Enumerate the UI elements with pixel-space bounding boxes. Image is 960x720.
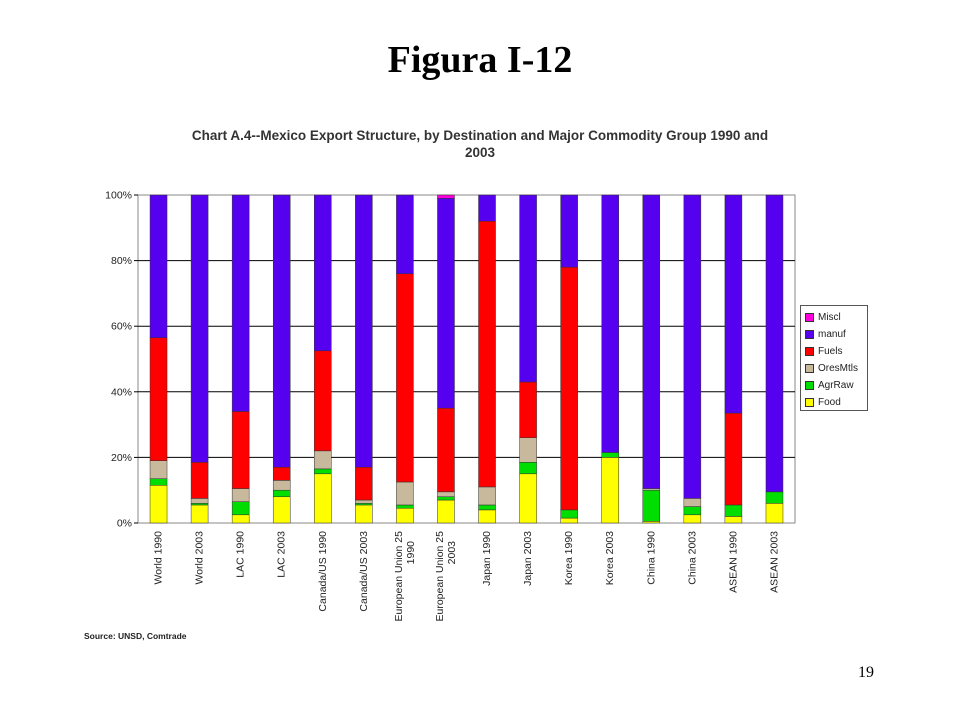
bar-segment-oresmtls: [232, 489, 249, 502]
x-tick-label-line: European Union 25: [392, 531, 405, 622]
bar-segment-food: [150, 485, 167, 523]
source-note: Source: UNSD, Comtrade: [84, 631, 187, 641]
x-tick-label: [768, 531, 780, 593]
bar-segment-fuels: [396, 274, 413, 482]
bar-segment-food: [355, 505, 372, 523]
x-tick-label: [317, 531, 329, 612]
x-tick-label-line: China 2003: [686, 531, 699, 585]
legend-label: AgrRaw: [818, 380, 854, 391]
x-tick-label-line: LAC 1990: [234, 531, 247, 578]
bar-segment-agrraw: [396, 505, 413, 508]
x-tick-label-line: Japan 2003: [522, 531, 535, 586]
bar-segment-manuf: [725, 195, 742, 413]
x-tick-label-line: China 1990: [645, 531, 658, 585]
x-tick-label: [434, 531, 458, 622]
bar-segment-agrraw: [520, 462, 537, 473]
legend-item-food: [805, 394, 867, 411]
legend-swatch: [805, 313, 814, 322]
bar-segment-food: [602, 457, 619, 523]
bar-segment-oresmtls: [396, 482, 413, 505]
x-tick-label-line: European Union 25: [433, 531, 446, 622]
slide-title: Figura I-12: [387, 39, 573, 81]
bar-segment-agrraw: [437, 497, 454, 500]
legend-label: Food: [818, 397, 841, 408]
bar-segment-fuels: [561, 267, 578, 510]
bar-segment-fuels: [725, 413, 742, 505]
page-number: 19: [858, 664, 874, 681]
bar-segment-food: [561, 518, 578, 523]
bar-segment-fuels: [191, 462, 208, 498]
legend-item-fuels: [805, 343, 867, 360]
x-tick-label-line: Korea 1990: [563, 531, 576, 586]
x-tick-label-line: World 2003: [193, 531, 206, 585]
bar-segment-manuf: [396, 195, 413, 274]
legend-swatch: [805, 330, 814, 339]
legend-swatch: [805, 364, 814, 373]
bar-segment-agrraw: [766, 492, 783, 503]
bar-segment-fuels: [232, 411, 249, 488]
x-tick-label-line: ASEAN 1990: [727, 531, 740, 593]
bar-segment-food: [273, 497, 290, 523]
x-tick-label: [604, 531, 616, 585]
bar-segment-manuf: [314, 195, 331, 351]
x-tick-label: [358, 531, 370, 612]
bar-segment-manuf: [766, 195, 783, 492]
x-tick-label-line: LAC 2003: [275, 531, 288, 578]
legend-swatch: [805, 381, 814, 390]
x-tick-label: [194, 531, 206, 585]
legend-label: manuf: [818, 329, 846, 340]
x-tick-label: [727, 531, 739, 593]
bar-segment-food: [479, 510, 496, 523]
bar-segment-agrraw: [725, 505, 742, 516]
bar-segment-fuels: [520, 382, 537, 438]
bar-segment-agrraw: [273, 490, 290, 497]
bar-segment-food: [437, 500, 454, 523]
bar-segment-fuels: [479, 221, 496, 487]
x-tick-label-line: World 1990: [152, 531, 165, 585]
bar-segment-oresmtls: [684, 498, 701, 506]
y-tick-label: 100%: [105, 189, 132, 202]
bar-segment-agrraw: [643, 490, 660, 521]
legend-item-manuf: [805, 326, 867, 343]
y-tick-label: 0%: [116, 517, 132, 530]
x-tick-label: [645, 531, 657, 585]
bar-segment-manuf: [232, 195, 249, 411]
bar-segment-manuf: [643, 195, 660, 489]
x-tick-label: [522, 531, 534, 586]
bar-segment-agrraw: [150, 479, 167, 486]
legend-item-oresmtls: [805, 360, 867, 377]
x-tick-label: [276, 531, 288, 578]
bar-segment-food: [191, 505, 208, 523]
y-tick-label: 60%: [110, 320, 132, 333]
bar-segment-manuf: [602, 195, 619, 452]
bar-segment-oresmtls: [150, 461, 167, 479]
x-tick-label-line: ASEAN 2003: [768, 531, 781, 593]
bar-segment-fuels: [314, 351, 331, 451]
x-tick-label-line: Canada/US 1990: [316, 531, 329, 612]
bar-segment-fuels: [150, 338, 167, 461]
x-tick-label-line: Canada/US 2003: [357, 531, 370, 612]
bar-segment-food: [725, 516, 742, 523]
legend-swatch: [805, 398, 814, 407]
chart-title-line-1: Chart A.4--Mexico Export Structure, by Destination and Major Commodity Group 1990 and: [191, 128, 769, 143]
bar-segment-manuf: [191, 195, 208, 462]
x-tick-label-line: Japan 1990: [481, 531, 494, 586]
bar-segment-oresmtls: [191, 498, 208, 503]
bar-segment-fuels: [437, 408, 454, 492]
bar-segment-agrraw: [602, 452, 619, 457]
chart-legend: [800, 305, 868, 411]
x-tick-label: [686, 531, 698, 585]
bar-segment-agrraw: [314, 469, 331, 474]
bar-segment-manuf: [520, 195, 537, 382]
bar-segment-oresmtls: [314, 451, 331, 469]
bar-segment-manuf: [355, 195, 372, 467]
bar-segment-food: [396, 508, 413, 523]
legend-item-miscl: [805, 309, 867, 326]
x-tick-label: [563, 531, 575, 585]
bar-segment-oresmtls: [273, 480, 290, 490]
bar-segment-food: [684, 515, 701, 523]
bar-segment-food: [314, 474, 331, 523]
x-tick-label: [393, 531, 417, 622]
bar-segment-food: [766, 503, 783, 523]
y-tick-label: 20%: [110, 451, 132, 464]
bar-segment-oresmtls: [437, 492, 454, 497]
bar-segment-agrraw: [479, 505, 496, 510]
y-tick-label: 80%: [110, 255, 132, 268]
bar-segment-manuf: [684, 195, 701, 498]
bar-segment-oresmtls: [355, 500, 372, 503]
bar-segment-manuf: [273, 195, 290, 467]
x-tick-label-line: 2003: [445, 541, 458, 565]
bar-segment-manuf: [479, 195, 496, 221]
bar-segment-food: [232, 515, 249, 523]
legend-label: Fuels: [818, 346, 843, 357]
bar-segment-miscl: [437, 195, 454, 198]
bar-segment-food: [520, 474, 537, 523]
bar-segment-manuf: [561, 195, 578, 267]
chart-title-line-2: 2003: [464, 145, 496, 160]
y-tick-label: 40%: [110, 386, 132, 399]
bar-segment-oresmtls: [520, 438, 537, 463]
bar-segment-oresmtls: [479, 487, 496, 505]
bar-segment-fuels: [355, 467, 372, 500]
legend-swatch: [805, 347, 814, 356]
bar-segment-agrraw: [561, 510, 578, 518]
legend-item-agrraw: [805, 377, 867, 394]
x-tick-label: [153, 531, 165, 585]
bar-segment-manuf: [437, 198, 454, 408]
legend-label: Miscl: [818, 312, 841, 323]
x-tick-label-line: 1990: [404, 541, 417, 565]
x-tick-label: [235, 531, 247, 578]
bar-segment-agrraw: [684, 507, 701, 515]
bar-segment-agrraw: [232, 502, 249, 515]
x-tick-label: [481, 531, 493, 586]
legend-label: OresMtls: [818, 363, 858, 374]
x-tick-label-line: Korea 2003: [604, 531, 617, 586]
bar-segment-fuels: [273, 467, 290, 480]
bar-segment-manuf: [150, 195, 167, 338]
